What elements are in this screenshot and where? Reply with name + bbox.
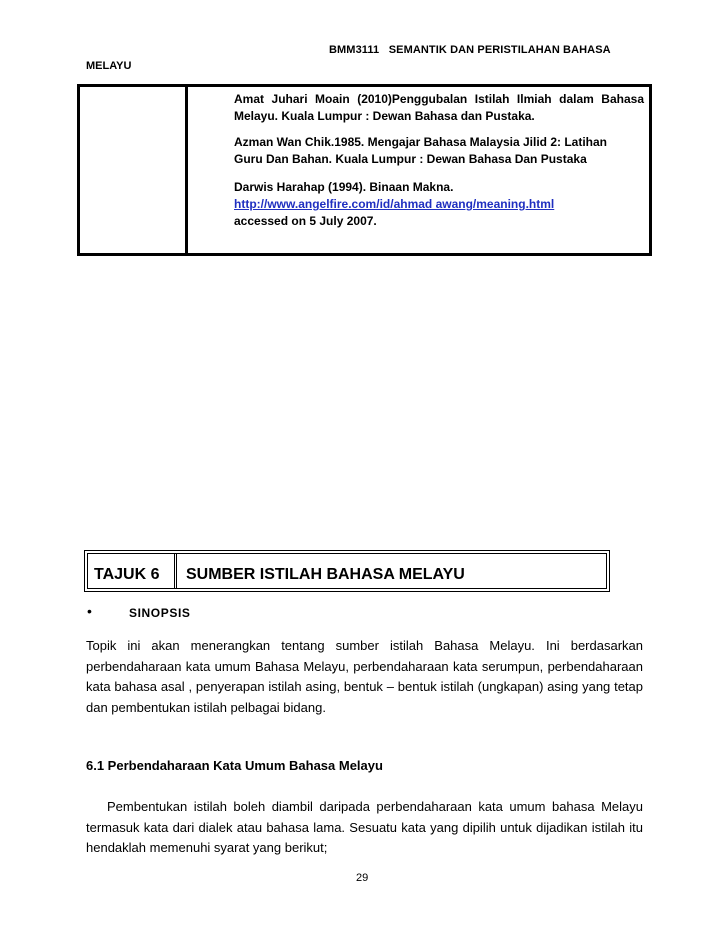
topic-header-divider bbox=[174, 554, 177, 588]
synopsis-heading: SINOPSIS bbox=[129, 606, 191, 620]
topic-header-inner-border bbox=[87, 553, 607, 589]
bullet-icon: • bbox=[87, 603, 92, 619]
reference-line: Azman Wan Chik.1985. Mengajar Bahasa Malaysia Jilid 2: Latihan bbox=[234, 135, 608, 149]
reference-entry: Amat Juhari Moain (2010)Penggubalan Istilah Ilmiah dalam Bahasa Melayu. Kuala Lumpur : Dewan Bahasa dan Pustaka. bbox=[234, 92, 644, 123]
reference-link[interactable]: http://www.angelfire.com/id/ahmad awang/meaning.html bbox=[234, 197, 555, 211]
running-header-continuation: MELAYU bbox=[86, 60, 132, 72]
section-paragraph: Pembentukan istilah boleh diambil daripada perbendaharaan kata umum bahasa Melayu termasuk kata dari dialek atau bahasa lama. Sesuatu kata yang dipilih untuk dijadikan istilah itu hendaklah memenuhi syarat yang berikut; bbox=[86, 799, 643, 855]
synopsis-paragraph: Topik ini akan menerangkan tentang sumber istilah Bahasa Melayu. Ini berdasarkan perbendaharaan kata umum Bahasa Melayu, perbendaharaan kata serumpun, perbendaharaan kata bahasa asal , penyerapan istilah asing, bentuk – bentuk istilah (ungkapan) asing yang tetap dan pembentukan istilah pelbagai bidang. bbox=[86, 638, 643, 715]
section-heading: 6.1 Perbendaharaan Kata Umum Bahasa Melayu bbox=[86, 758, 383, 773]
table-column-divider bbox=[185, 87, 188, 253]
topic-title: SUMBER ISTILAH BAHASA MELAYU bbox=[186, 566, 465, 583]
reference-entry bbox=[234, 179, 644, 230]
running-header: BMM3111 SEMANTIK DAN PERISTILAHAN BAHASA bbox=[329, 44, 611, 56]
reference-line: Darwis Harahap (1994). Binaan Makna. bbox=[234, 180, 454, 194]
reference-line: accessed on 5 July 2007. bbox=[234, 214, 377, 228]
reference-entry bbox=[234, 134, 644, 168]
topic-header-box bbox=[84, 550, 610, 592]
reference-line: Guru Dan Bahan. Kuala Lumpur : Dewan Bahasa Dan Pustaka bbox=[234, 152, 587, 166]
page-number: 29 bbox=[356, 872, 369, 884]
topic-number: TAJUK 6 bbox=[94, 566, 160, 583]
